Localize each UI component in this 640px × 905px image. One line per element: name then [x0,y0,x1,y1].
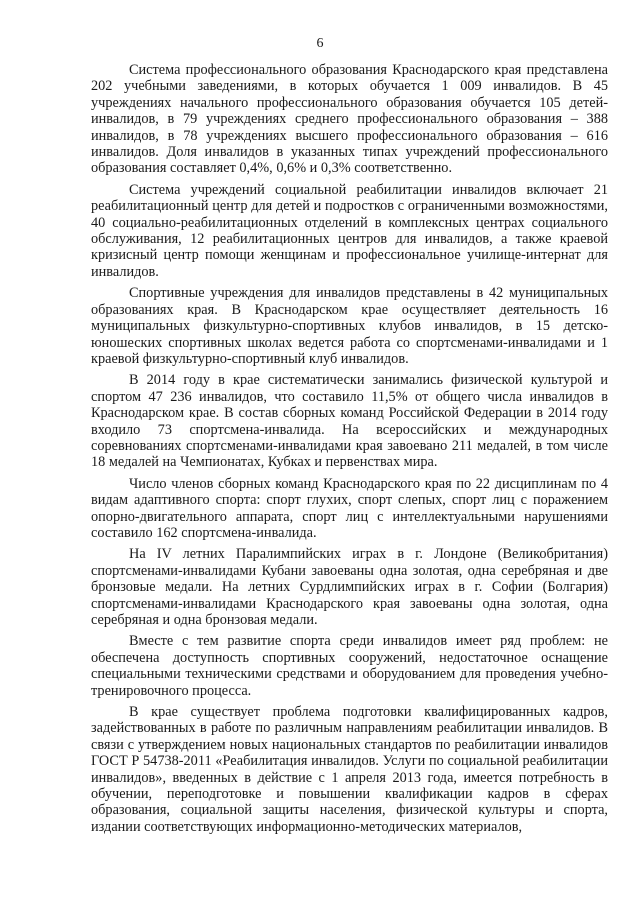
paragraph-vocational-education: Система профессионального образования Краснодарского края представлена 202 учебными заведениями, в которых обучается 1 009 инвалидов. В 45 учреждениях начального профессионального образования обучается 105 детей-инвалидов, в 79 учреждениях среднего профессионального образования – 388 инвалидов, в 78 учреждениях высшего профессионального образования – 616 инвалидов. Доля инвалидов в указанных типах учреждений профессионального образования составляет 0,4%, 0,6% и 0,3% соответственно. [91,62,608,177]
paragraph-sports-institutions: Спортивные учреждения для инвалидов представлены в 42 муниципальных образованиях края. В Краснодарском крае осуществляет деятельность 16 муниципальных физкультурно-спортивных клубов инвалидов, в 15 детско-юношеских спортивных школах ведется работа со спортсменами-инвалидами и 1 краевой физкультурно-спортивный клуб инвалидов. [91,285,608,367]
paragraph-regional-teams: Число членов сборных команд Краснодарского края по 22 дисциплинам по 4 видам адаптивного спорта: спорт глухих, спорт слепых, спорт лиц с поражением опорно-двигательного аппарата, спорт лиц с интеллектуальными нарушениями составило 162 спортсмена-инвалида. [91,475,608,541]
document-body [91,62,608,840]
paragraph-staff-training: В крае существует проблема подготовки квалифицированных кадров, задействованных в работе по различным направлениям реабилитации инвалидов. В связи с утверждением новых национальных стандартов по реабилитации инвалидов ГОСТ Р 54738-2011 «Реабилитация инвалидов. Услуги по социальной реабилитации инвалидов», введенных в действие с 1 апреля 2013 года, имеется потребность в обучении, переподготовке и повышении квалификации кадров в сферах образования, социальной защиты населения, физической культуры и спорта, издании соответствующих информационно-методических материалов, [91,704,608,835]
paragraph-paralympic-results: На IV летних Паралимпийских играх в г. Лондоне (Великобритания) спортсменами-инвалидами Кубани завоеваны одна золотая, одна серебряная и две бронзовые медали. На летних Сурдлимпийских играх в г. Софии (Болгария) спортсменами-инвалидами Краснодарского края завоеваны одна золотая, одна серебряная и одна бронзовая медали. [91,546,608,628]
paragraph-sports-statistics-2014: В 2014 году в крае систематически занимались физической культурой и спортом 47 236 инвалидов, что составило 11,5% от общего числа инвалидов в Краснодарском крае. В состав сборных команд Российской Федерации в 2014 году входило 73 спортсмена-инвалида. На всероссийских и международных соревнованиях спортсменами-инвалидами края завоевано 211 медалей, в том числе 18 медалей на Чемпионатах, Кубках и первенствах мира. [91,372,608,471]
paragraph-sport-problems: Вместе с тем развитие спорта среди инвалидов имеет ряд проблем: не обеспечена доступность спортивных сооружений, недостаточное оснащение специальными техническими средствами и оборудованием для проведения учебно-тренировочного процесса. [91,633,608,699]
paragraph-rehabilitation-institutions: Система учреждений социальной реабилитации инвалидов включает 21 реабилитационный центр для детей и подростков с ограниченными возможностями, 40 социально-реабилитационных отделений в комплексных центрах социального обслуживания, 12 реабилитационных центров для инвалидов, а также краевой кризисный центр помощи женщинам и профессиональное училище-интернат для инвалидов. [91,181,608,280]
page-number: 6 [316,36,324,51]
